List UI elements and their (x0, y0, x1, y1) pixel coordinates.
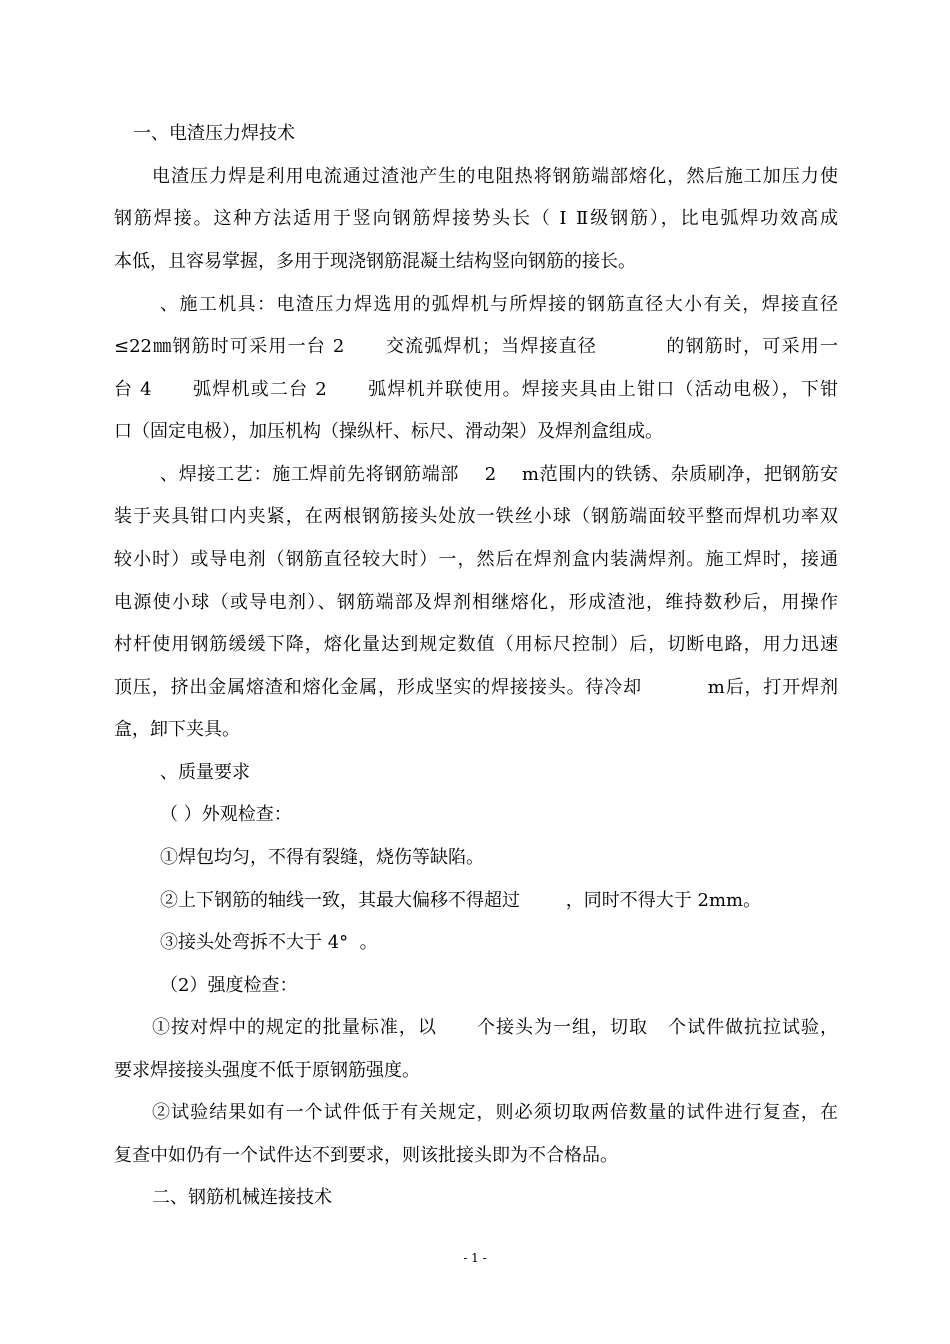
strength-paragraph-2-line-2: 复查中如仍有一个试件达不到要求，则该批接头即为不合格品。 (114, 1145, 618, 1166)
paragraph-3-line-4: 电源使小球（或导电剂）、钢筋端部及焊剂相继熔化，形成渣池，维持数秒后，用操作 (114, 592, 838, 613)
appearance-check-heading: （ ）外观检查： (160, 804, 292, 825)
page-number: - 1 - (463, 1251, 487, 1265)
section-heading-2: 二、钢筋机械连接技术 (152, 1187, 332, 1208)
paragraph-2-line-4: 口（固定电极），加压机构（操纵杆、标尺、滑动架）及焊剂盒组成。 (114, 421, 663, 442)
paragraph-3-line-5: 村杆使用钢筋缓缓下降，熔化量达到规定数值（用标尺控制）后，切断电路，用力迅速 (114, 634, 838, 655)
quality-requirements-heading: 、质量要求 (160, 762, 250, 783)
paragraph-2-line-1: 、施工机具：电渣压力焊选用的弧焊机与所焊接的钢筋直径大小有关，焊接直径 (160, 294, 838, 315)
paragraph-3-line-1: 、焊接工艺：施工焊前先将钢筋端部 2 m范围内的铁锈、杂质刷净，把钢筋安 (160, 464, 838, 485)
strength-paragraph-1-line-2: 要求焊接接头强度不低于原钢筋强度。 (114, 1060, 420, 1081)
strength-check-heading: （2）强度检查： (160, 975, 298, 996)
paragraph-1-line-2: 钢筋焊接。这种方法适用于竖向钢筋焊接势头长（ Ⅰ Ⅱ级钢筋），比电弧焊功效高成 (114, 208, 838, 229)
paragraph-2-line-3: 台 4 弧焊机或二台 2 弧焊机并联使用。焊接夹具由上钳口（活动电极），下钳 (114, 379, 838, 400)
paragraph-2-line-2: ≤22㎜钢筋时可采用一台 2 交流弧焊机；当焊接直径 的钢筋时，可采用一 (114, 336, 838, 357)
appearance-item-2: ②上下钢筋的轴线一致，其最大偏移不得超过 ，同时不得大于 2mm。 (160, 890, 762, 911)
strength-paragraph-1-line-1: ①按对焊中的规定的批量标准，以 个接头为一组，切取 个试件做抗拉试验， (152, 1017, 838, 1038)
paragraph-3-line-3: 较小时）或导电剂（钢筋直径较大时）一，然后在焊剂盒内装满焊剂。施工焊时，接通 (114, 549, 838, 570)
section-heading-1: 一、电渣压力焊技术 (133, 123, 295, 144)
appearance-item-3: ③接头处弯拆不大于 4° 。 (160, 932, 378, 953)
paragraph-3-line-2: 装于夹具钳口内夹紧，在两根钢筋接头处放一铁丝小球（钢筋端面较平整而焊机功率双 (114, 506, 838, 527)
paragraph-1-line-3: 本低，且容易掌握，多用于现浇钢筋混凝土结构竖向钢筋的接长。 (114, 251, 636, 272)
paragraph-1-line-1: 电渣压力焊是利用电流通过渣池产生的电阻热将钢筋端部熔化，然后施工加压力使 (152, 166, 838, 187)
paragraph-3-line-7: 盒，卸下夹具。 (114, 719, 240, 740)
appearance-item-1: ①焊包均匀，不得有裂缝，烧伤等缺陷。 (160, 847, 484, 868)
strength-paragraph-2-line-1: ②试验结果如有一个试件低于有关规定，则必须切取两倍数量的试件进行复查，在 (152, 1102, 838, 1123)
paragraph-3-line-6: 顶压，挤出金属熔渣和熔化金属，形成坚实的焊接接头。待冷却 m后，打开焊剂 (114, 677, 838, 698)
